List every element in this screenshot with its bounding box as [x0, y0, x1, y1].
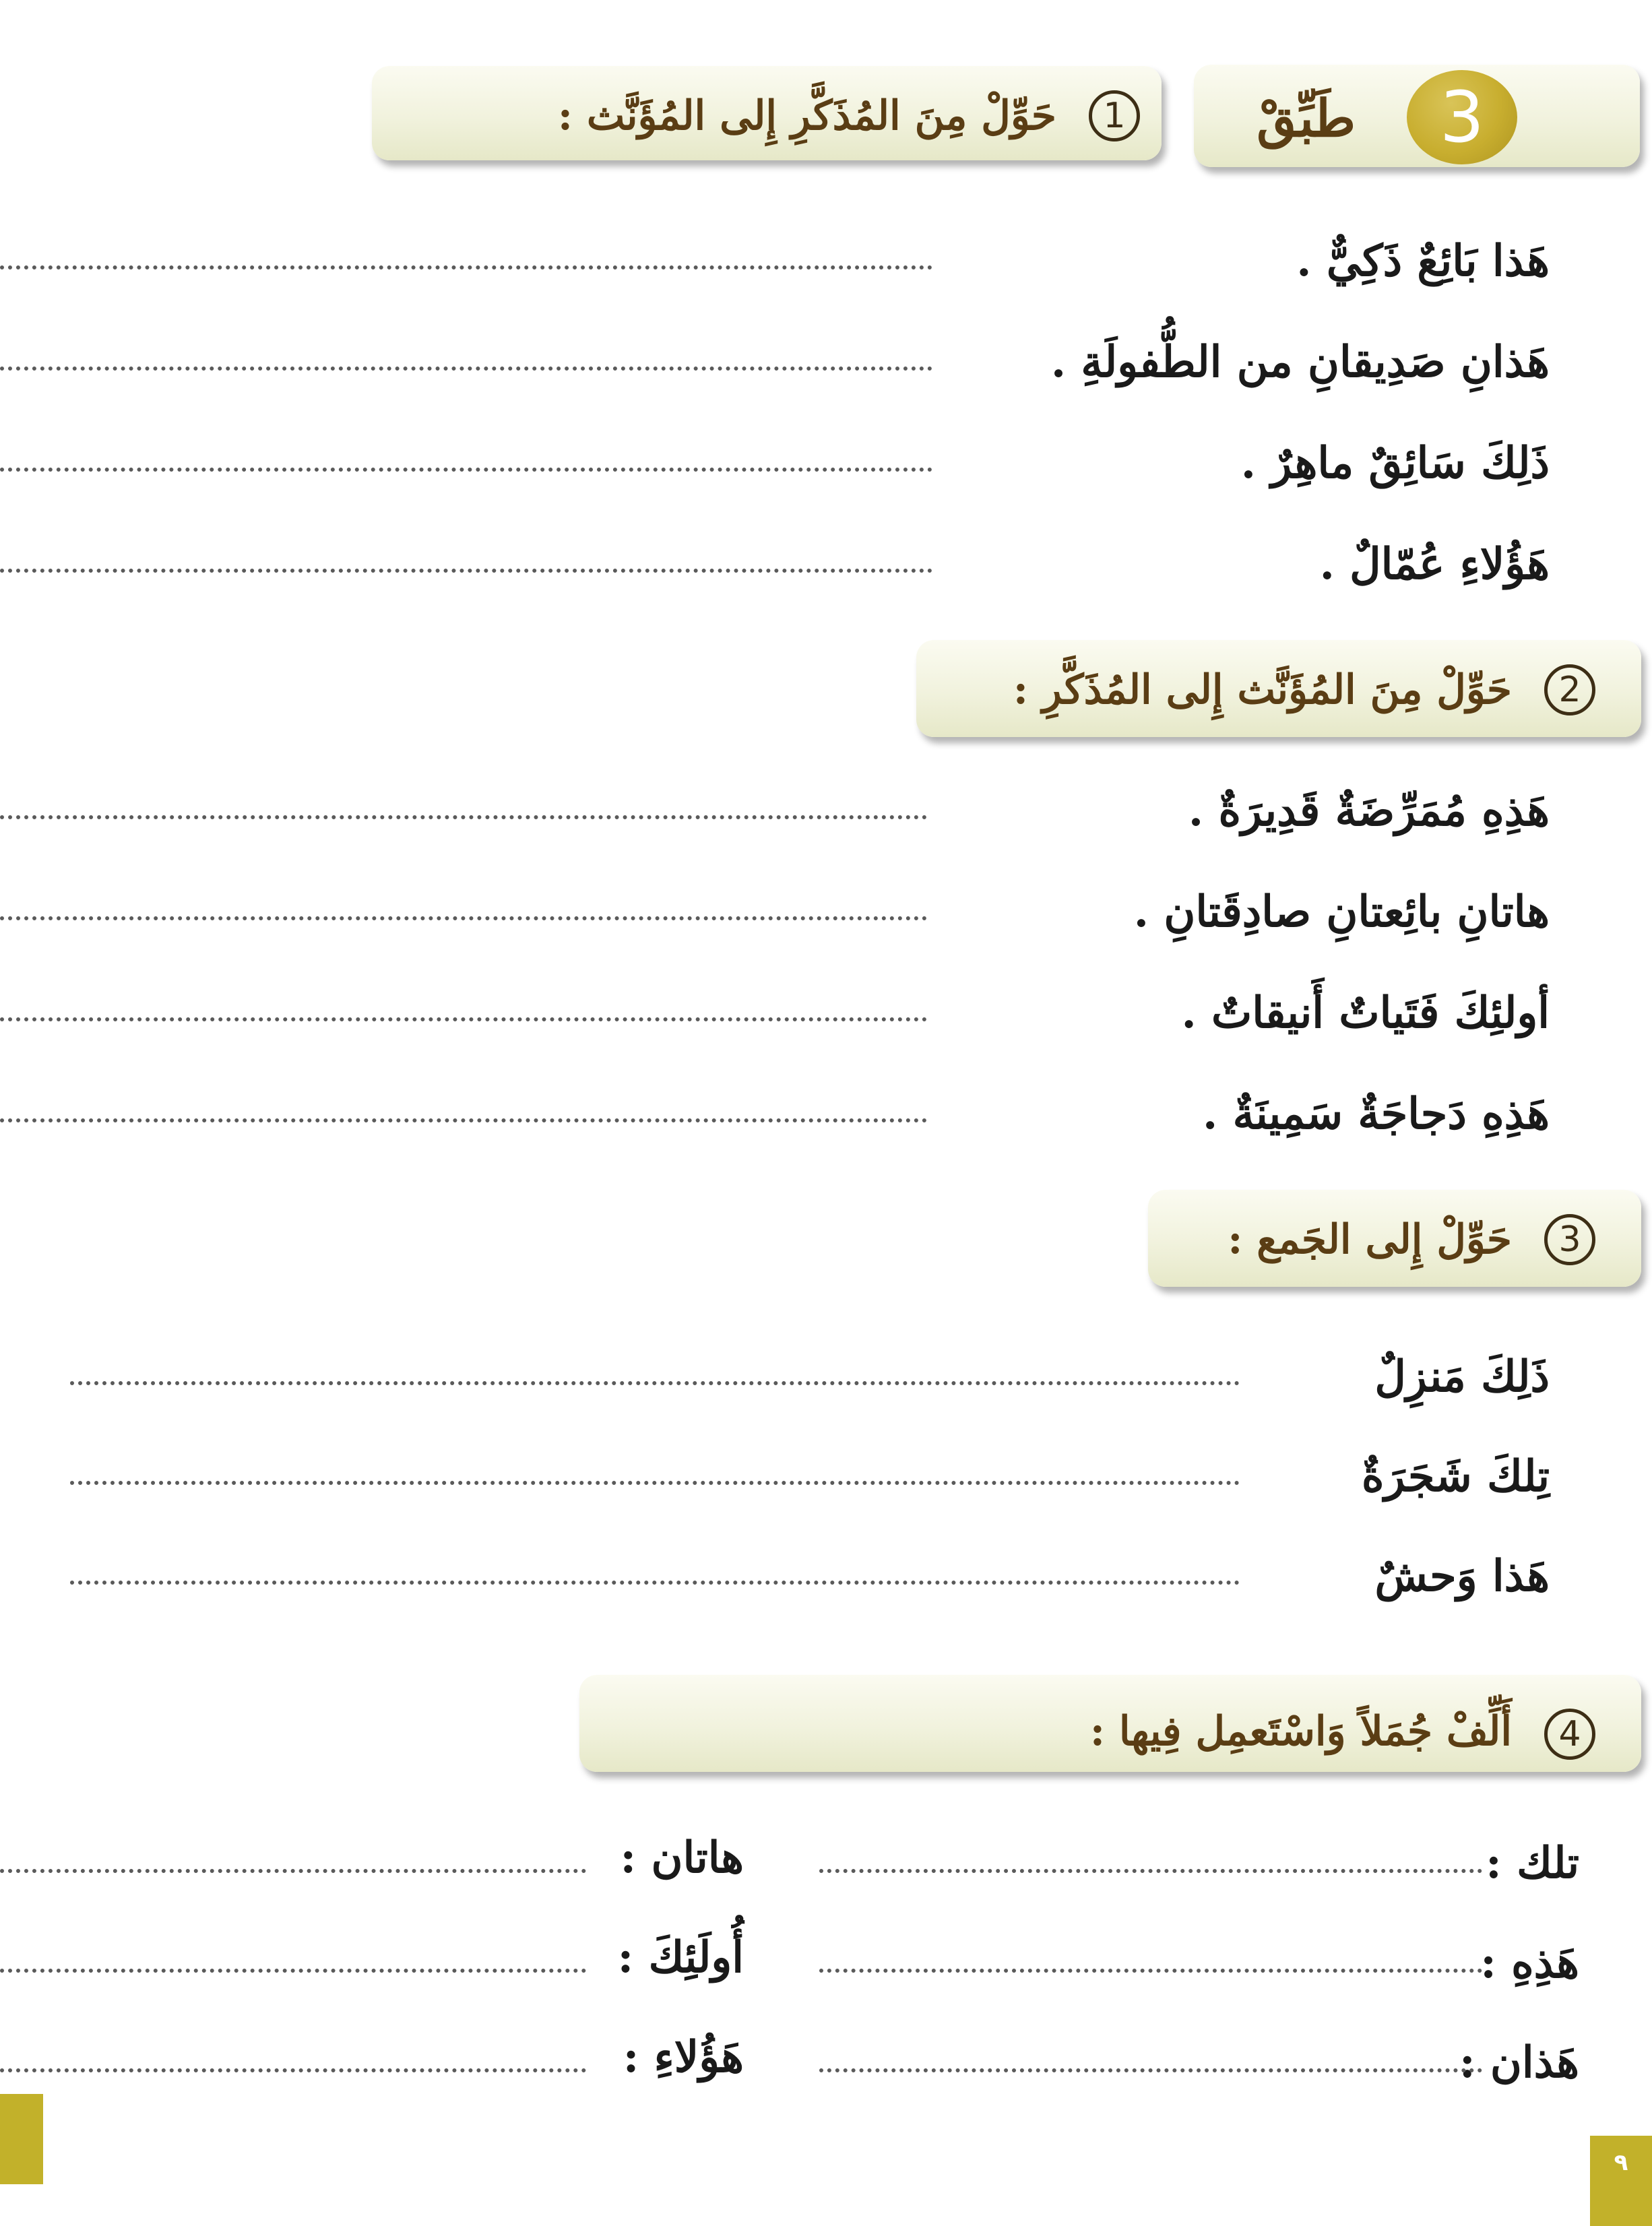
header-title: طَبِّقْ — [1257, 88, 1356, 148]
exercise-1-answer-line-1[interactable] — [0, 265, 932, 269]
exercise-4-left-line-3[interactable] — [0, 2068, 586, 2072]
exercise-2-answer-line-1[interactable] — [0, 815, 927, 819]
exercise-1-sentence-4: هَؤُلاءِ عُمّالٌ . — [1319, 539, 1550, 590]
exercise-3-sentence-2: تِلكَ شَجَرَةٌ — [1362, 1451, 1550, 1502]
section-number-badge — [1407, 70, 1517, 164]
page-number: ٩ — [1614, 2149, 1628, 2176]
exercise-2-number: 2 — [1544, 664, 1595, 716]
page-number-box — [1590, 2136, 1652, 2226]
exercise-1-sentence-2: هَذانِ صَدِيقانِ من الطُّفولَةِ . — [1050, 337, 1550, 387]
exercise-1-answer-line-3[interactable] — [0, 468, 932, 472]
exercise-2-answer-line-4[interactable] — [0, 1118, 927, 1122]
exercise-2-title: حَوِّلْ مِنَ المُؤَنَّث إِلى المُذَكَّرِ : — [1013, 666, 1512, 713]
exercise-4-left-label-3: هَؤُلاءِ : — [623, 2032, 744, 2082]
exercise-4-left-line-1[interactable] — [0, 1869, 586, 1873]
exercise-3-answer-line-1[interactable] — [70, 1381, 1240, 1385]
exercise-2-sentence-4: هَذِهِ دَجاجَةٌ سَمِينَةٌ . — [1203, 1089, 1550, 1139]
exercise-3-answer-line-2[interactable] — [70, 1481, 1240, 1485]
exercise-4-right-line-3[interactable] — [819, 2068, 1482, 2072]
exercise-3-answer-line-3[interactable] — [70, 1581, 1240, 1585]
exercise-4-right-label-1: تلك : — [1486, 1838, 1579, 1888]
exercise-2-answer-line-3[interactable] — [0, 1017, 927, 1021]
exercise-1-title: حَوِّلْ مِنَ المُذَكَّرِ إِلى المُؤَنَّث : — [557, 92, 1056, 139]
exercise-1-sentence-3: ذَلِكَ سَائِقٌ ماهِرٌ . — [1240, 438, 1550, 488]
exercise-1-answer-line-4[interactable] — [0, 569, 932, 573]
exercise-3-title: حَوِّلْ إِلى الجَمع : — [1228, 1216, 1512, 1263]
exercise-4-right-line-2[interactable] — [819, 1969, 1482, 1973]
section-number: 3 — [1439, 76, 1485, 158]
exercise-2-sentence-1: هَذِهِ مُمَرِّضَةٌ قَدِيرَةٌ . — [1188, 786, 1550, 836]
exercise-1-number: 1 — [1089, 90, 1140, 141]
corner-bar — [0, 2094, 43, 2184]
exercise-2-answer-line-2[interactable] — [0, 916, 927, 920]
exercise-4-left-label-2: أُولَئِكَ : — [617, 1932, 744, 1983]
exercise-2-sentence-2: هاتانِ بائِعتانِ صادِقَتانِ . — [1133, 887, 1550, 937]
exercise-4-number: 4 — [1544, 1709, 1595, 1760]
exercise-1-sentence-1: هَذا بَائِعٌ ذَكِيٌّ . — [1296, 236, 1550, 286]
exercise-4-right-label-3: هَذان : — [1459, 2037, 1579, 2088]
exercise-3-sentence-3: هَذا وَحشٌ — [1374, 1551, 1550, 1601]
exercise-4-right-line-1[interactable] — [819, 1869, 1482, 1873]
exercise-3-sentence-1: ذَلِكَ مَنزِلٌ — [1374, 1352, 1550, 1402]
exercise-4-right-label-2: هَذِهِ : — [1480, 1938, 1579, 1988]
exercise-3-number: 3 — [1544, 1214, 1595, 1265]
exercise-2-sentence-3: أولئِكَ فَتَياتٌ أَنيقاتٌ . — [1181, 988, 1550, 1038]
exercise-4-left-line-2[interactable] — [0, 1969, 586, 1973]
exercise-1-answer-line-2[interactable] — [0, 367, 932, 371]
exercise-4-left-label-1: هاتان : — [620, 1833, 744, 1883]
exercise-4-title: أَلِّفْ جُمَلاً وَاسْتَعمِل فِيها : — [1089, 1708, 1512, 1755]
